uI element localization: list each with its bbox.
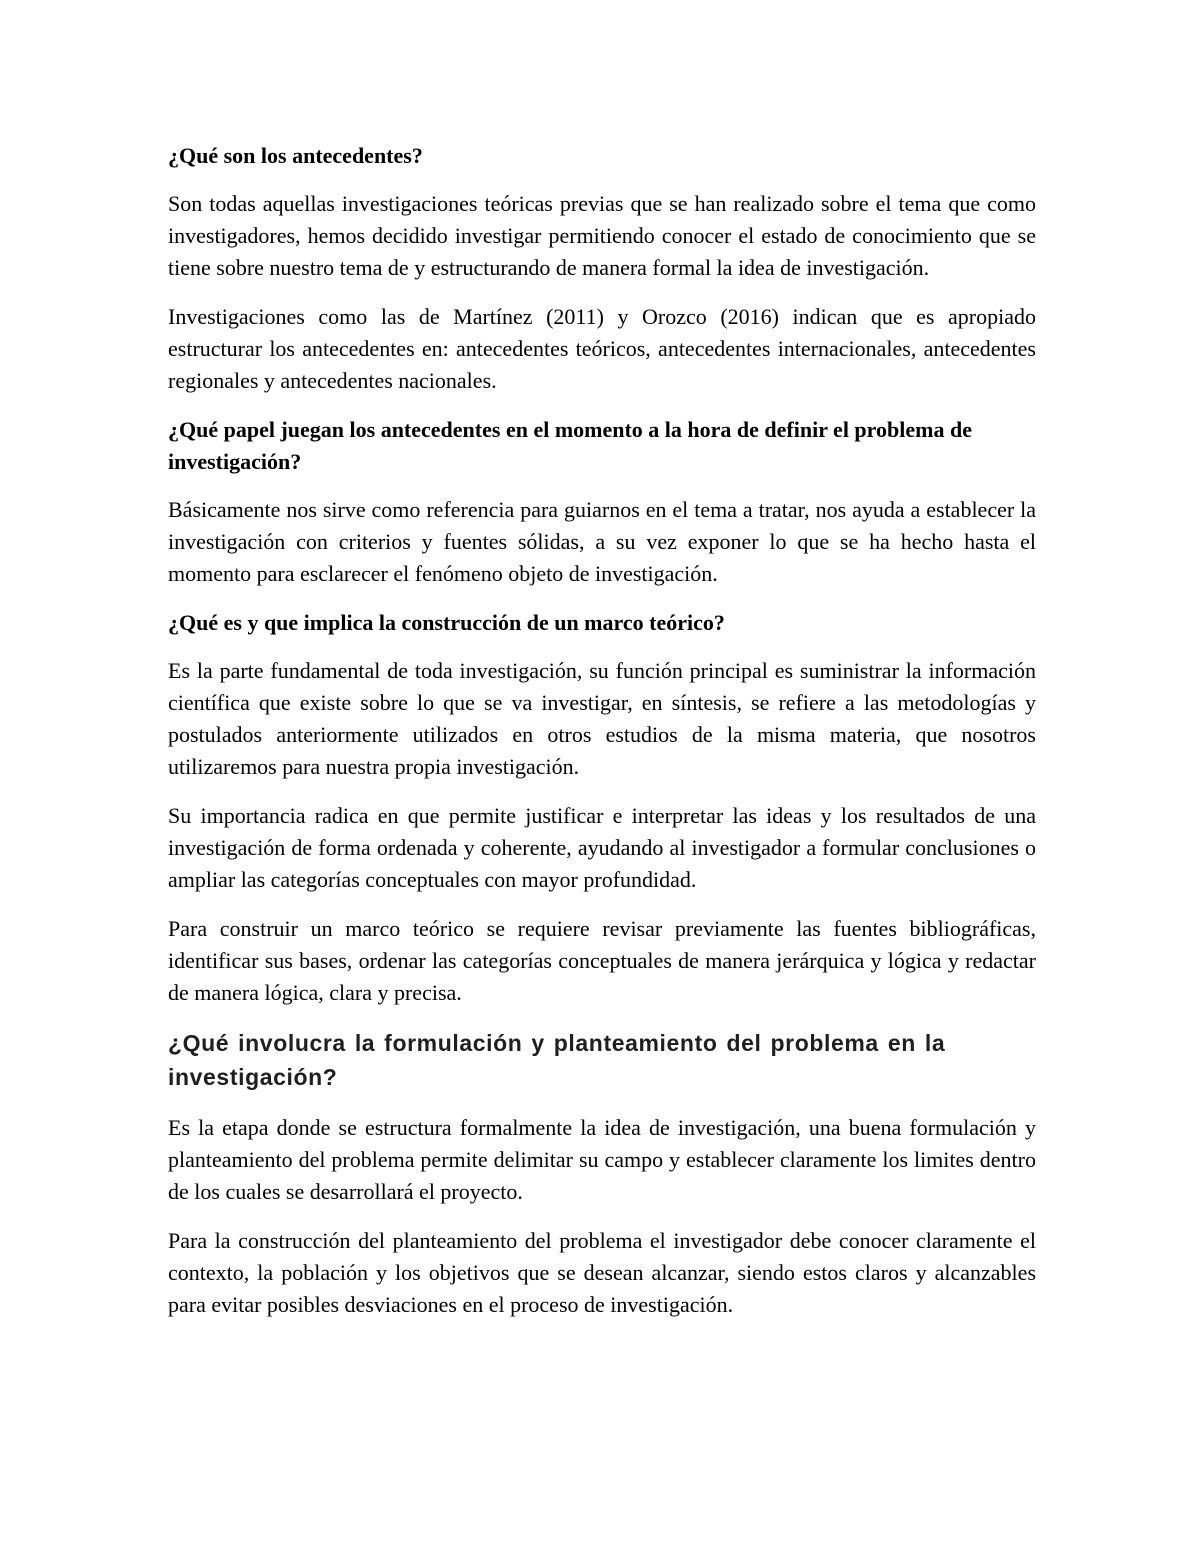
paragraph: Su importancia radica en que permite justificar e interpretar las ideas y los resultados de una investigación de forma ordenada y coherente, ayudando al investigador a formular conclusiones o ampliar las categorías conceptuales con mayor profundidad. <box>168 803 1036 892</box>
paragraph: Investigaciones como las de Martínez (2011) y Orozco (2016) indican que es apropiado estructurar los antecedentes en: antecedentes teóricos, antecedentes internacionales, antecedentes regionales y antecedentes nacionales. <box>168 304 1036 393</box>
paragraph: Para la construcción del planteamiento del problema el investigador debe conocer claramente el contexto, la población y los objetivos que se desean alcanzar, siendo estos claros y alcanzables para evitar posibles desviaciones en el proceso de investigación. <box>168 1228 1036 1317</box>
document-content <box>168 140 1036 1321</box>
paragraph: Es la parte fundamental de toda investigación, su función principal es suministrar la información científica que existe sobre lo que se va investigar, en síntesis, se refiere a las metodologías y postulados anteriormente utilizados en otros estudios de la misma materia, que nosotros utilizaremos para nuestra propia investigación. <box>168 658 1036 779</box>
paragraph: Es la etapa donde se estructura formalmente la idea de investigación, una buena formulación y planteamiento del problema permite delimitar su campo y establecer claramente los limites dentro de los cuales se desarrollará el proyecto. <box>168 1115 1036 1204</box>
question-heading: ¿Qué es y que implica la construcción de un marco teórico? <box>168 610 725 635</box>
paragraph: Básicamente nos sirve como referencia para guiarnos en el tema a tratar, nos ayuda a establecer la investigación con criterios y fuentes sólidas, a su vez exponer lo que se ha hecho hasta el momento para esclarecer el fenómeno objeto de investigación. <box>168 497 1036 586</box>
question-heading: ¿Qué involucra la formulación y planteamiento del problema en la investigación? <box>168 1030 946 1090</box>
question-heading: ¿Qué papel juegan los antecedentes en el momento a la hora de definir el problema de investigación? <box>168 417 972 474</box>
paragraph: Para construir un marco teórico se requiere revisar previamente las fuentes bibliográficas, identificar sus bases, ordenar las categorías conceptuales de manera jerárquica y lógica y redactar de manera lógica, clara y precisa. <box>168 916 1036 1005</box>
paragraph: Son todas aquellas investigaciones teóricas previas que se han realizado sobre el tema que como investigadores, hemos decidido investigar permitiendo conocer el estado de conocimiento que se tiene sobre nuestro tema de y estructurando de manera formal la idea de investigación. <box>168 191 1036 280</box>
question-heading: ¿Qué son los antecedentes? <box>168 143 423 168</box>
